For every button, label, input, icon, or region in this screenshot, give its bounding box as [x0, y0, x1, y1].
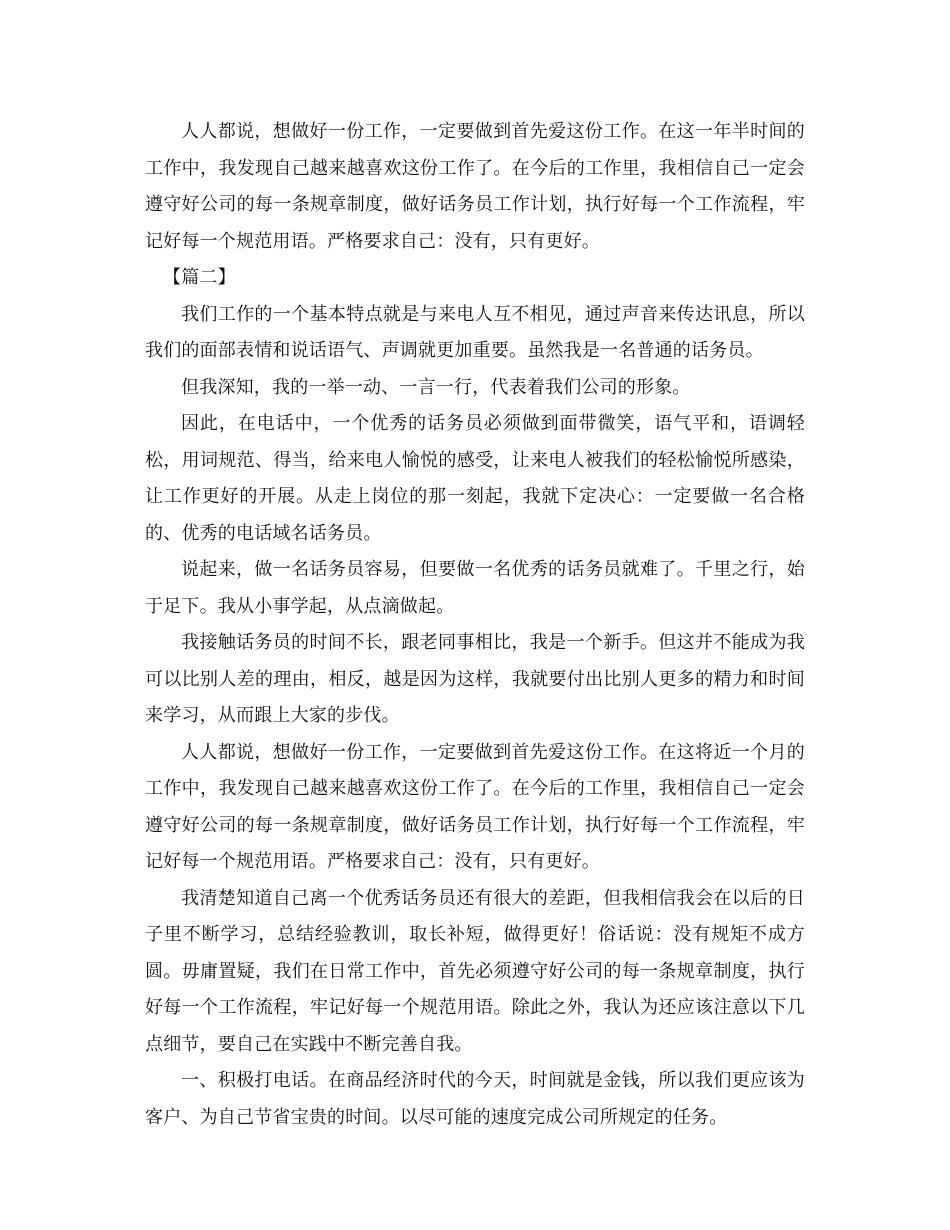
- paragraph-9: 一、积极打电话。在商品经济时代的今天，时间就是金钱，所以我们更应该为客户、为自己节省宝贵的时间。以尽可能的速度完成公司所规定的任务。: [145, 1070, 805, 1128]
- paragraph-7: 人人都说，想做好一份工作，一定要做到首先爱这份工作。在这将近一个月的工作中，我发现自己越来越喜欢这份工作了。在今后的工作里，我相信自己一定会遵守好公司的每一条规章制度，做好话务员工作计划，执行好每一个工作流程，牢记好每一个规范用语。严格要求自己：没有，只有更好。: [145, 741, 805, 872]
- paragraph-2: 我们工作的一个基本特点就是与来电人互不相见，通过声音来传达讯息，所以我们的面部表情和说话语气、声调就更加重要。虽然我是一名普通的话务员。: [145, 303, 805, 361]
- paragraph-8: 我清楚知道自己离一个优秀话务员还有很大的差距，但我相信我会在以后的日子里不断学习，总结经验教训，取长补短，做得更好！俗话说：没有规矩不成方圆。毋庸置疑，我们在日常工作中，首先必须遵守好公司的每一条规章制度，执行好每一个工作流程，牢记好每一个规范用语。除此之外，我认为还应该注意以下几点细节，要自己在实践中不断完善自我。: [145, 887, 805, 1055]
- paragraph-5: 说起来，做一名话务员容易，但要做一名优秀的话务员就难了。千里之行，始于足下。我从小事学起，从点滴做起。: [145, 559, 805, 617]
- paragraph-6: 我接触话务员的时间不长，跟老同事相比，我是一个新手。但这并不能成为我可以比别人差的理由，相反，越是因为这样，我就要付出比别人更多的精力和时间来学习，从而跟上大家的步伐。: [145, 632, 805, 726]
- paragraph-4: 因此，在电话中，一个优秀的话务员必须做到面带微笑，语气平和，语调轻松，用词规范、得当，给来电人愉悦的感受，让来电人被我们的轻松愉悦所感染，让工作更好的开展。从走上岗位的那一刻起，我就下定决心：一定要做一名合格的、优秀的电话域名话务员。: [145, 413, 805, 544]
- paragraph-1: 人人都说，想做好一份工作，一定要做到首先爱这份工作。在这一年半时间的工作中，我发现自己越来越喜欢这份工作了。在今后的工作里，我相信自己一定会遵守好公司的每一条规章制度，做好话务员工作计划，执行好每一个工作流程，牢记好每一个规范用语。严格要求自己：没有，只有更好。: [145, 121, 805, 252]
- section-heading-part-two: 【篇二】: [163, 267, 236, 288]
- paragraph-3: 但我深知，我的一举一动、一言一行，代表着我们公司的形象。: [181, 376, 691, 398]
